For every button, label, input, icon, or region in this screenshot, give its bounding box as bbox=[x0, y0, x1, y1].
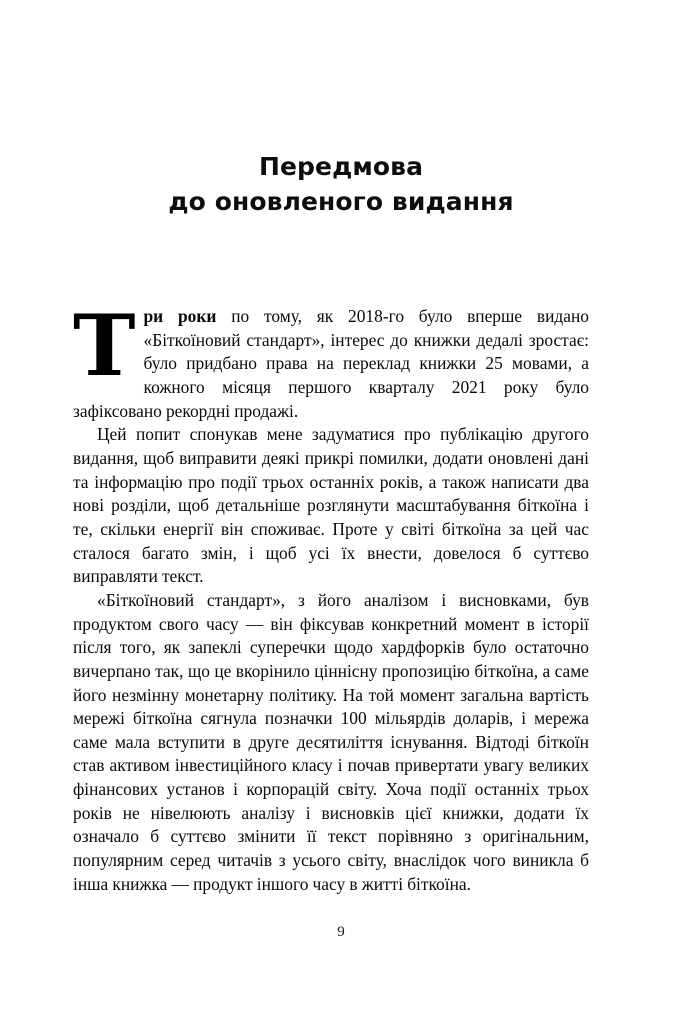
paragraph-1-text: по тому, як 2018-го було вперше видано «Біткоїновий стандарт», інтерес до книжки дедалі зростає: було придбано права на переклад книжки 25 мовами, а кожного місяця першого кварталу 2021 року було зафіксовано рекордні продажі. bbox=[73, 306, 589, 421]
page-title-line-1: Передмова bbox=[258, 151, 424, 181]
paragraph-1 bbox=[73, 296, 589, 423]
page-title bbox=[0, 149, 682, 219]
paragraph-3: «Біткоїновий стандарт», з його аналізом і висновками, був продуктом свого часу — він фіксував конкретний момент в історії після того, як запеклі суперечки щодо хардфорків було остаточно вичерпано так, що це вкорінило ціннісну пропозицію біткоїна, а саме його незмінну монетарну політику. На той момент загальна вартість мережі біткоїна сягнула позначки 100 мільярдів доларів, і мережа саме мала вступити в друге десятиліття існування. Відтоді біткоїн став активом інвестиційного класу і почав привертати увагу великих фінансових установ і корпорацій світу. Хоча події останніх трьох років не нівелюють аналізу і висновків цієї книжки, додати їх означало б суттєво змінити її текст порівняно з оригінальним, популярним серед читачів з усього світу, внаслідок чого виникла б інша книжка — продукт іншого часу в житті біткоїна. bbox=[73, 589, 589, 894]
drop-cap: Т bbox=[73, 296, 136, 395]
paragraph-2: Цей попит спонукав мене задуматися про публікацію другого видання, щоб виправити деякі прикрі помилки, додати оновлені дані та інформацію про події трьох останніх років, а також написати два нові розділи, щоб детальніше розглянути масштабування біткоїна і те, скільки енергії він споживає. Проте у світі біткоїна за цей час сталося багато змін, і щоб усі їх внести, довелося б суттєво виправляти текст. bbox=[73, 424, 589, 587]
page-title-line-2: до оновленого видання bbox=[168, 186, 514, 216]
page-number: 9 bbox=[337, 924, 345, 940]
body-text-block bbox=[73, 296, 589, 896]
paragraph-1-lead-in: ри роки bbox=[143, 306, 217, 326]
